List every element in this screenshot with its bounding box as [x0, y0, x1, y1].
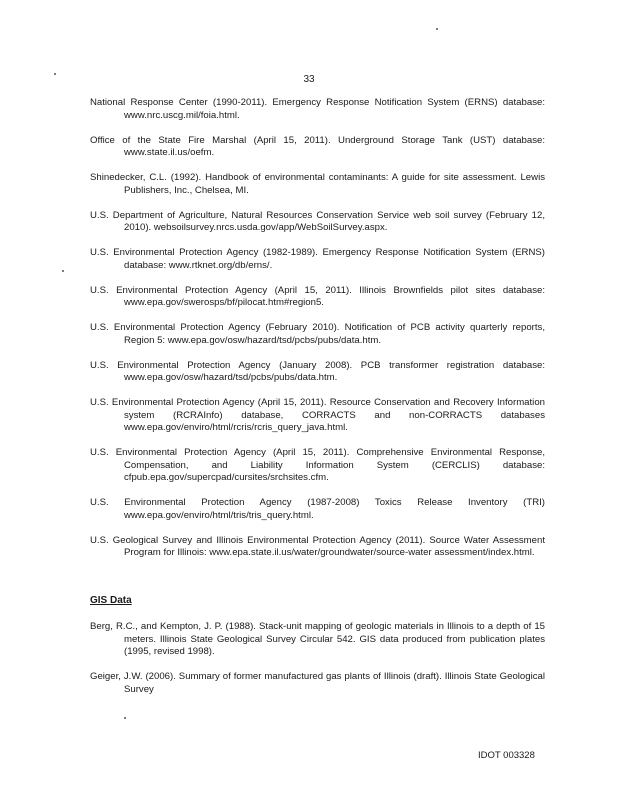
reference-entry: U.S. Environmental Protection Agency (April 15, 2011). Comprehensive Environmental Response, Compensation, and Liability Information System (CERCLIS) database: cfpub.epa.gov/supercpad/cursites/srchsites.cfm.	[90, 447, 545, 483]
gis-reference-entry: Geiger, J.W. (2006). Summary of former manufactured gas plants of Illinois (draft). Illinois State Geological Survey	[90, 671, 545, 695]
reference-entry: National Response Center (1990-2011). Emergency Response Notification System (ERNS) database: www.nrc.uscg.mil/foia.html.	[90, 97, 545, 121]
bates-number: IDOT 003328	[478, 750, 535, 761]
gis-data-heading: GIS Data	[90, 595, 132, 606]
scan-speck	[436, 28, 438, 30]
reference-entry: U.S. Environmental Protection Agency (January 2008). PCB transformer registration database: www.epa.gov/osw/hazard/tsd/pcbs/pubs/data.htm.	[90, 359, 545, 383]
reference-entry: U.S. Department of Agriculture, Natural Resources Conservation Service web soil survey (February 12, 2010). websoilsurvey.nrcs.usda.gov/app/WebSoilSurvey.aspx.	[90, 209, 545, 233]
reference-entry: U.S. Environmental Protection Agency (April 15, 2011). Illinois Brownfields pilot sites database: www.epa.gov/swerosps/bf/pilocat.htm#region5.	[90, 284, 545, 308]
scan-speck	[124, 717, 126, 719]
page-number: 33	[303, 74, 315, 85]
reference-entry: U.S. Environmental Protection Agency (1987-2008) Toxics Release Inventory (TRI) www.epa.gov/enviro/html/tris/tris_query.html.	[90, 497, 545, 521]
reference-entry: U.S. Environmental Protection Agency (1982-1989). Emergency Response Notification System (ERNS) database: www.rtknet.org/db/erns/.	[90, 247, 545, 271]
scan-speck	[62, 270, 64, 272]
gis-reference-list	[90, 621, 545, 709]
reference-entry: U.S. Geological Survey and Illinois Environmental Protection Agency (2011). Source Water Assessment Program for Illinois: www.epa.state.il.us/water/groundwater/source-water assessment/index.html.	[90, 534, 545, 558]
scan-speck	[54, 73, 56, 75]
reference-entry: U.S. Environmental Protection Agency (April 15, 2011). Resource Conservation and Recovery Information system (RCRAInfo) database, CORRACTS and non-CORRACTS databases www.epa.gov/enviro/html/rcris/rcris_query_java.html.	[90, 397, 545, 433]
reference-entry: Shinedecker, C.L. (1992). Handbook of environmental contaminants: A guide for site assessment. Lewis Publishers, Inc., Chelsea, MI.	[90, 172, 545, 196]
gis-reference-entry: Berg, R.C., and Kempton, J. P. (1988). Stack-unit mapping of geologic materials in Illinois to a depth of 15 meters. Illinois State Geological Survey Circular 542. GIS data produced from publication plates (1995, revised 1998).	[90, 621, 545, 657]
reference-entry: Office of the State Fire Marshal (April 15, 2011). Underground Storage Tank (UST) database: www.state.il.us/oefm.	[90, 134, 545, 158]
reference-entry: U.S. Environmental Protection Agency (February 2010). Notification of PCB activity quarterly reports, Region 5: www.epa.gov/osw/hazard/tsd/pcbs/pubs/data.htm.	[90, 322, 545, 346]
reference-list	[90, 97, 545, 572]
